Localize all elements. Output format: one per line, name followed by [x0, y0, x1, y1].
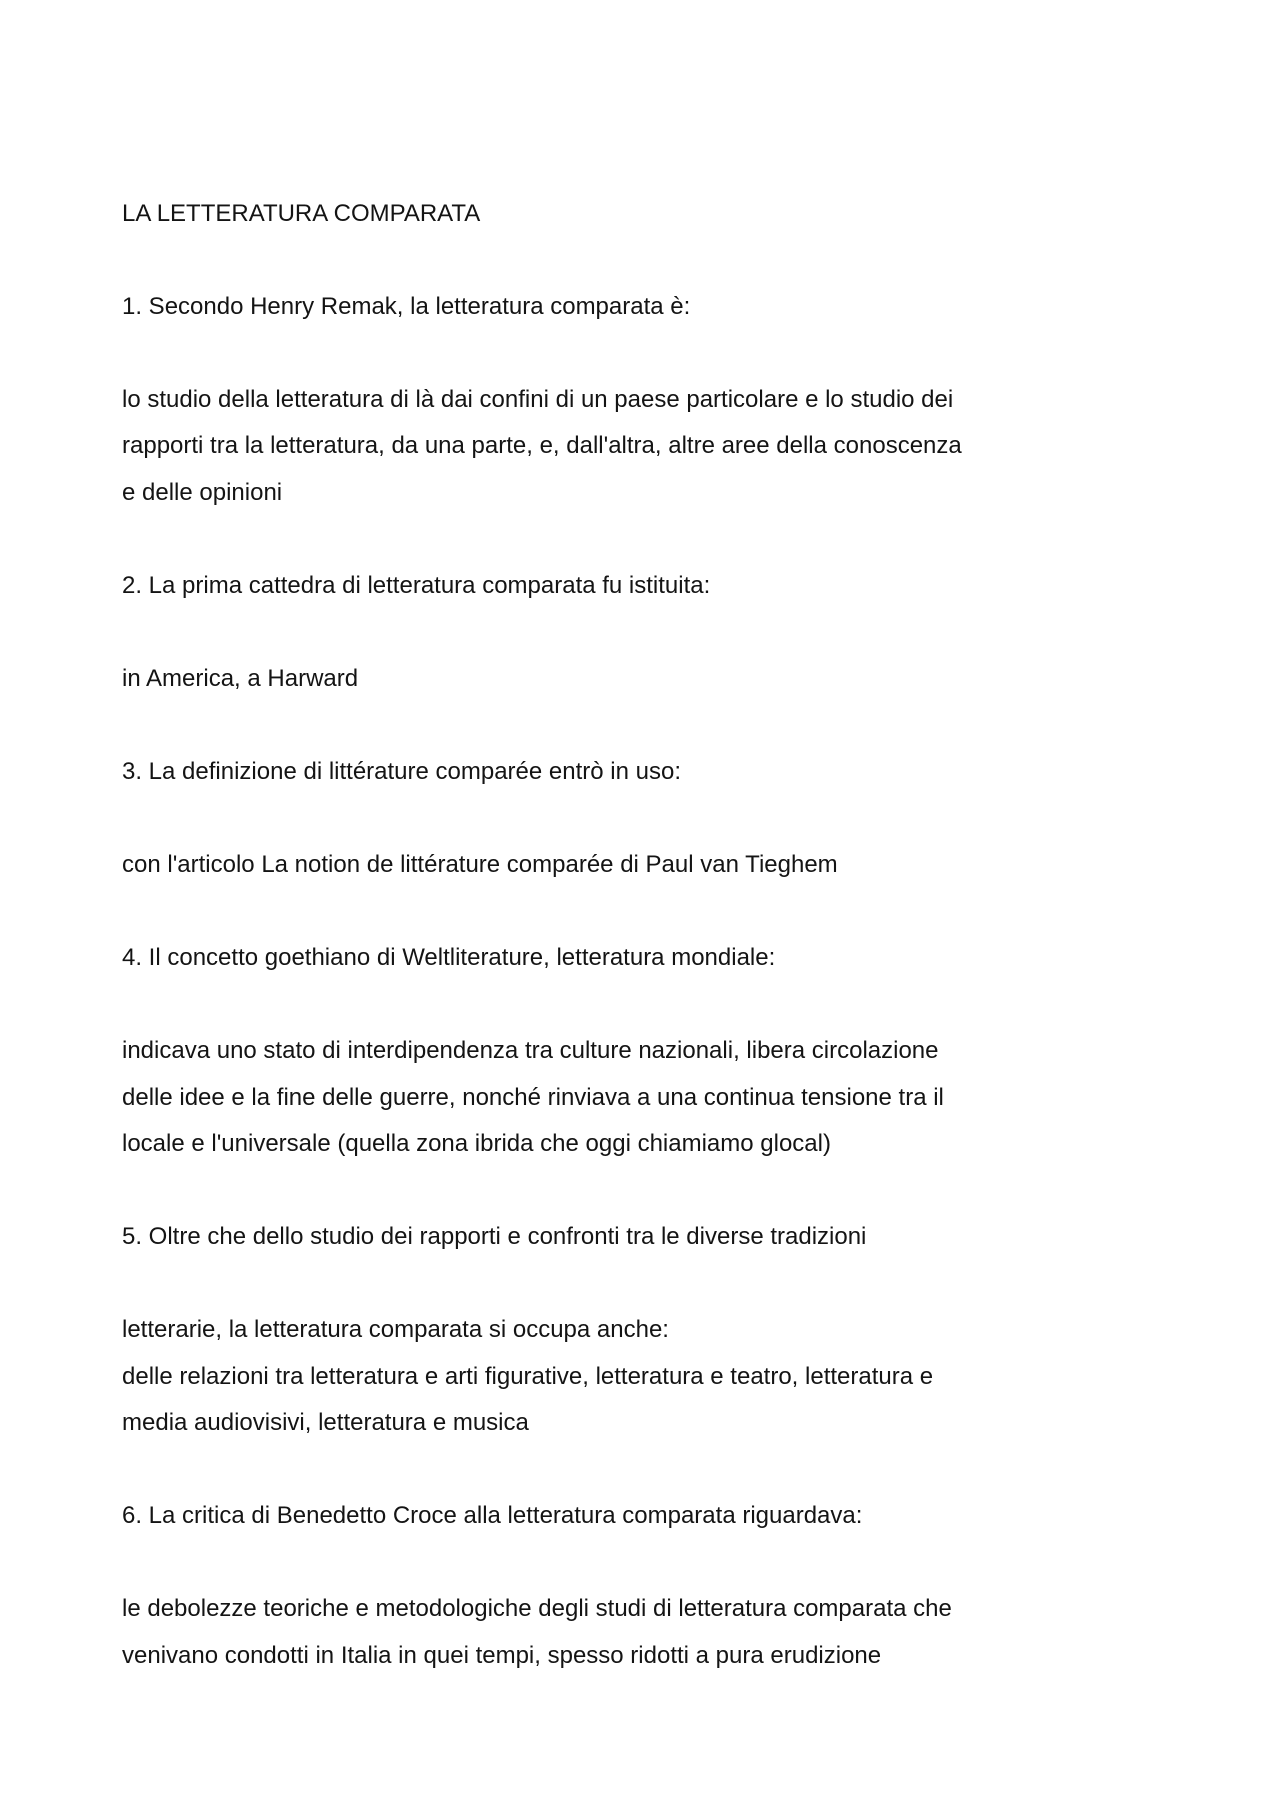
answer-1-line-2: rapporti tra la letteratura, da una parte, e, dall'altra, altre aree della conoscenza [122, 432, 962, 459]
document-title: LA LETTERATURA COMPARATA [122, 200, 481, 227]
question-5: 5. Oltre che dello studio dei rapporti e confronti tra le diverse tradizioni [122, 1223, 867, 1250]
question-3: 3. La definizione di littérature comparée entrò in uso: [122, 758, 681, 785]
answer-4-line-2: delle idee e la fine delle guerre, nonché rinviava a una continua tensione tra il [122, 1084, 944, 1111]
answer-1-line-3: e delle opinioni [122, 479, 283, 506]
question-6: 6. La critica di Benedetto Croce alla letteratura comparata riguardava: [122, 1502, 863, 1529]
answer-4-line-3: locale e l'universale (quella zona ibrida che oggi chiamiamo glocal) [122, 1130, 831, 1157]
document-page [122, 0, 1202, 1811]
answer-3-line-1: con l'articolo La notion de littérature comparée di Paul van Tieghem [122, 851, 838, 878]
answer-1-line-1: lo studio della letteratura di là dai confini di un paese particolare e lo studio dei [122, 386, 954, 413]
question-5-continuation: letterarie, la letteratura comparata si occupa anche: [122, 1316, 669, 1343]
question-1: 1. Secondo Henry Remak, la letteratura comparata è: [122, 293, 691, 320]
answer-2-line-1: in America, a Harward [122, 665, 359, 692]
answer-5-line-2: media audiovisivi, letteratura e musica [122, 1409, 529, 1436]
answer-5-line-1: delle relazioni tra letteratura e arti figurative, letteratura e teatro, letteratura e [122, 1363, 934, 1390]
answer-6-line-2: venivano condotti in Italia in quei tempi, spesso ridotti a pura erudizione [122, 1642, 882, 1669]
question-2: 2. La prima cattedra di letteratura comparata fu istituita: [122, 572, 711, 599]
question-4: 4. Il concetto goethiano di Weltliterature, letteratura mondiale: [122, 944, 776, 971]
answer-6-line-1: le debolezze teoriche e metodologiche degli studi di letteratura comparata che [122, 1595, 952, 1622]
answer-4-line-1: indicava uno stato di interdipendenza tra culture nazionali, libera circolazione [122, 1037, 939, 1064]
